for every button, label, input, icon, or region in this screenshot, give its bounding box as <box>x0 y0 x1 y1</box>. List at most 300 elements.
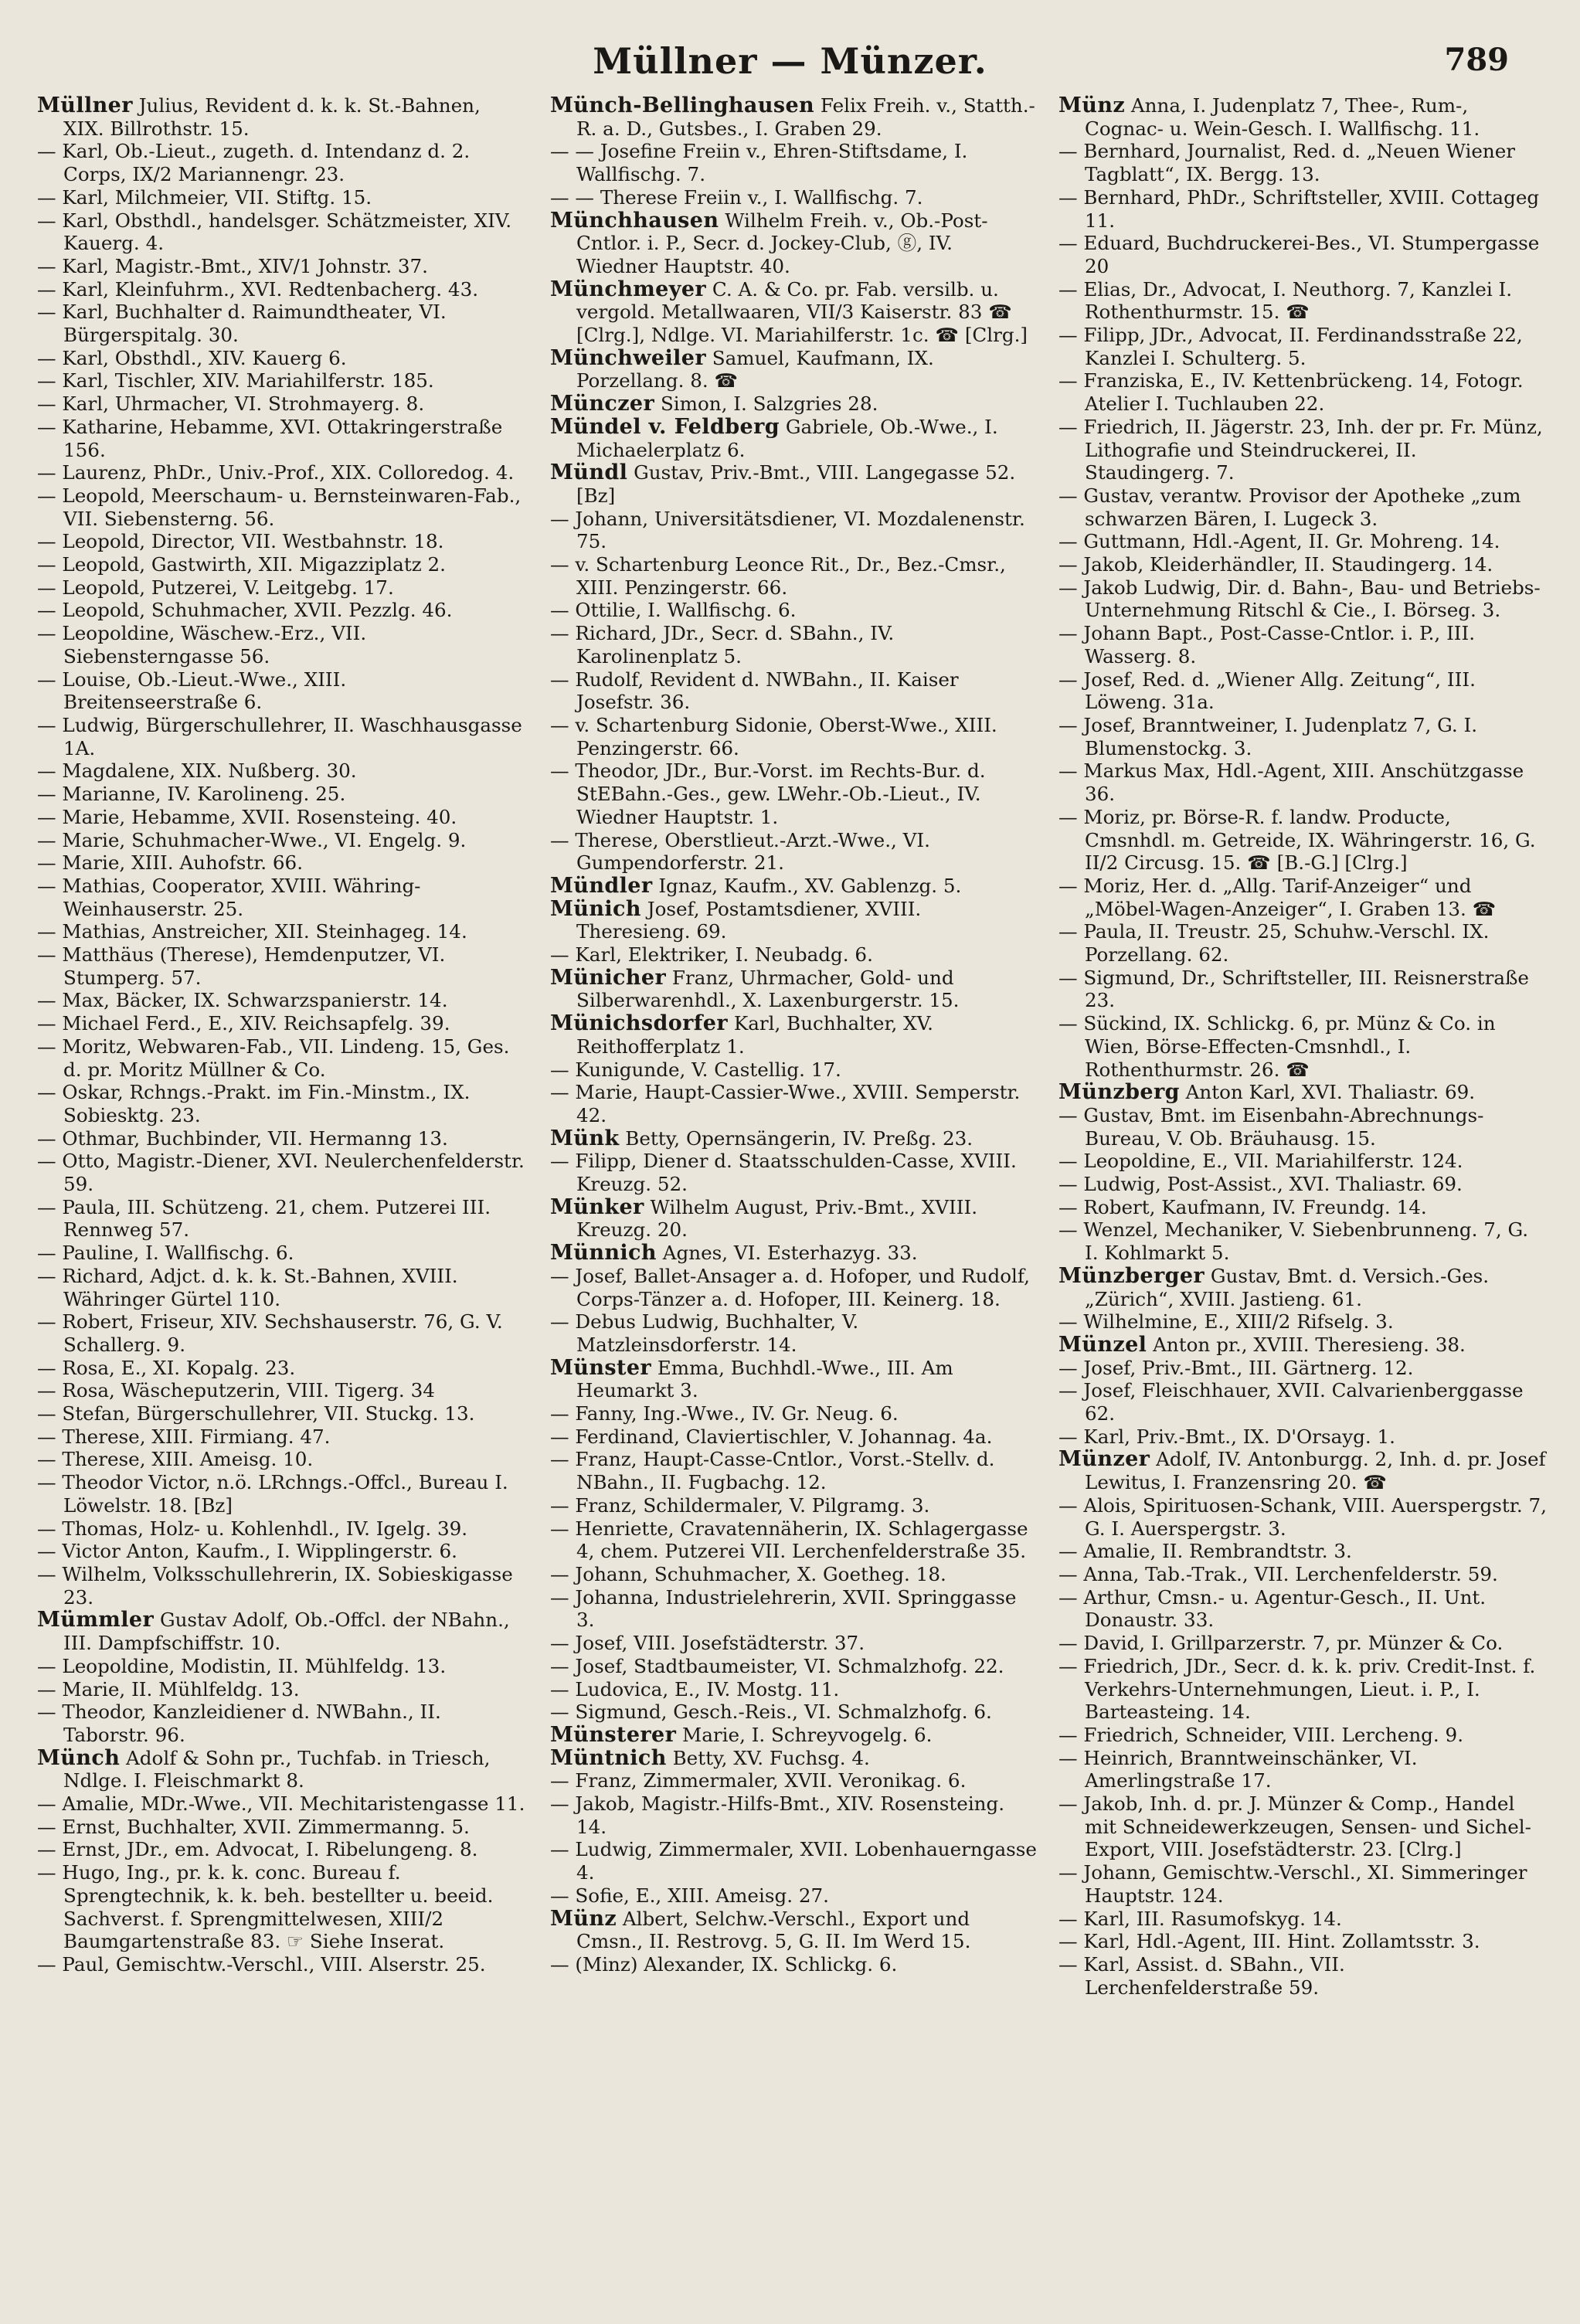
directory-entry <box>1058 1012 1547 1081</box>
entry-text: — Mathias, Cooperator, XVIII. Währing-Weinhauserstr. 25. <box>37 874 421 920</box>
directory-entry <box>37 186 525 209</box>
directory-entry <box>37 1196 525 1242</box>
entry-text: — Marie, II. Mühlfeldg. 13. <box>37 1677 300 1701</box>
directory-entry <box>550 1769 1038 1792</box>
directory-entry <box>37 1127 525 1150</box>
entry-text: Albert, Selchw.-Verschl., Export und Cmsn., II. Restrovg. 5, G. II. Im Werd 15. <box>576 1907 971 1953</box>
surname: Münicher <box>550 965 667 990</box>
entry-text: — Wilhelm, Volksschullehrerin, IX. Sobieskigasse 23. <box>37 1563 513 1609</box>
surname: Münzberger <box>1058 1263 1205 1288</box>
surname: Mündl <box>550 460 628 485</box>
entry-text: — Filipp, Diener d. Staatsschulden-Casse, XVIII. Kreuzg. 52. <box>550 1150 1017 1196</box>
entry-text: — Sigmund, Dr., Schriftsteller, III. Reisnerstraße 23. <box>1058 966 1529 1012</box>
entry-text: — Debus Ludwig, Buchhalter, V. Matzleinsdorferstr. 14. <box>550 1310 859 1356</box>
entry-text: — Amalie, MDr.-Wwe., VII. Mechitaristengasse 11. <box>37 1792 525 1816</box>
entry-text: — Rosa, Wäscheputzerin, VIII. Tigerg. 34 <box>37 1379 435 1402</box>
entry-text: — Victor Anton, Kaufm., I. Wipplingerstr. 6. <box>37 1540 457 1563</box>
directory-entry <box>550 967 1038 1012</box>
surname: Münzer <box>1058 1447 1150 1472</box>
entry-text: — Markus Max, Hdl.-Agent, XIII. Anschützgasse 36. <box>1058 759 1524 806</box>
entry-text: — Ernst, Buchhalter, XVII. Zimmermanng. 5. <box>37 1815 470 1838</box>
entry-text: — Johann, Schuhmacher, X. Goetheg. 18. <box>550 1563 946 1585</box>
directory-entry <box>550 461 1038 507</box>
entry-text: Anton Karl, XVI. Thaliastr. 69. <box>1179 1081 1476 1104</box>
surname: Münz <box>1058 94 1126 117</box>
directory-entry <box>550 1517 1038 1563</box>
directory-entry <box>37 668 525 714</box>
entry-text: — Johann, Gemischtw.-Verschl., XI. Simmeringer Hauptstr. 124. <box>1058 1861 1527 1907</box>
entry-text: — Richard, Adjct. d. k. k. St.-Bahnen, XVIII. Währinger Gürtel 110. <box>37 1264 458 1310</box>
entry-text: — Johann, Universitätsdiener, VI. Mozdalenenstr. 75. <box>550 507 1025 553</box>
entry-text: Gustav, Bmt. d. Versich.-Ges. „Zürich“, XVIII. Jastieng. 61. <box>1085 1264 1490 1310</box>
directory-entry <box>550 1448 1038 1493</box>
entry-text: — Ferdinand, Claviertischler, V. Johannag. 4a. <box>550 1425 993 1448</box>
directory-entry <box>550 829 1038 875</box>
entry-text: Emma, Buchhdl.-Wwe., III. Am Heumarkt 3. <box>576 1356 953 1402</box>
page-title: Müllner — Münzer. <box>593 40 987 82</box>
entry-text: — Leopold, Putzerei, V. Leitgebg. 17. <box>37 576 394 599</box>
entry-text: Karl, Buchhalter, XV. Reithofferplatz 1. <box>576 1012 933 1058</box>
directory-entry <box>550 759 1038 828</box>
directory-entry <box>550 1655 1038 1678</box>
directory-entry <box>550 1632 1038 1655</box>
entry-text: — Jakob, Magistr.-Hilfs-Bmt., XIV. Rosensteing. 14. <box>550 1792 1005 1838</box>
directory-entry <box>1058 1425 1547 1449</box>
surname: Münchmeyer <box>550 277 707 301</box>
directory-entry <box>550 1081 1038 1126</box>
directory-entry <box>550 1012 1038 1058</box>
surname: Mündel v. Feldberg <box>550 414 780 439</box>
entry-text: — v. Schartenburg Sidonie, Oberst-Wwe., XIII. Penzingerstr. 66. <box>550 713 997 759</box>
directory-entry <box>37 943 525 989</box>
entry-text: — Oskar, Rchngs.-Prakt. im Fin.-Minstm., IX. Sobiesktg. 23. <box>37 1081 471 1126</box>
entry-text: — Franz, Zimmermaler, XVII. Veronikag. 6. <box>550 1769 967 1792</box>
entry-text: — Jakob Ludwig, Dir. d. Bahn-, Bau- und Betriebs-Unternehmung Ritschl & Cie., I. Börseg. 3. <box>1058 576 1541 622</box>
directory-entry <box>37 392 525 416</box>
directory-entry <box>550 209 1038 278</box>
directory-entry <box>550 508 1038 553</box>
entry-text: — Karl, Magistr.-Bmt., XIV/1 Johnstr. 37. <box>37 254 428 277</box>
entry-text: — Mathias, Anstreicher, XII. Steinhageg. 14. <box>37 920 467 943</box>
surname: Müntnich <box>550 1745 667 1770</box>
entry-text: — Marianne, IV. Karolineng. 25. <box>37 783 346 806</box>
surname: Münchweiler <box>550 345 706 370</box>
directory-entry <box>550 875 1038 898</box>
directory-entry <box>1058 1357 1547 1380</box>
entry-text: — Thomas, Holz- u. Kohlenhdl., IV. Igelg. 39. <box>37 1517 468 1540</box>
entry-text: — Josef, Fleischhauer, XVII. Calvarienberggasse 62. <box>1058 1379 1524 1425</box>
surname: Münchhausen <box>550 208 719 233</box>
directory-entry <box>550 416 1038 461</box>
directory-entry <box>1058 1930 1547 1953</box>
entry-text: — Franz, Haupt-Casse-Cntlor., Vorst.-Stellv. d. NBahn., II. Fugbachg. 12. <box>550 1448 995 1494</box>
surname: Mündler <box>550 873 653 898</box>
entry-text: — Marie, Schuhmacher-Wwe., VI. Engelg. 9. <box>37 828 467 851</box>
entry-text: — David, I. Grillparzerstr. 7, pr. Münzer & Co. <box>1058 1632 1504 1655</box>
page-header <box>0 37 1580 91</box>
directory-entry <box>37 622 525 668</box>
directory-entry <box>37 484 525 530</box>
directory-entry <box>1058 1747 1547 1792</box>
surname: Münsterer <box>550 1722 677 1747</box>
entry-text: — Guttmann, Hdl.-Agent, II. Gr. Mohreng. 14. <box>1058 530 1500 553</box>
directory-entry <box>550 1747 1038 1770</box>
directory-entry <box>37 1747 525 1792</box>
directory-entry <box>1058 1861 1547 1907</box>
entry-text: — Leopoldine, E., VII. Mariahilferstr. 124. <box>1058 1150 1463 1173</box>
entry-text: — Leopoldine, Wäschew.-Erz., VII. Siebensterngasse 56. <box>37 622 367 668</box>
directory-entry <box>1058 1448 1547 1493</box>
directory-entry <box>37 759 525 783</box>
directory-entry <box>550 898 1038 943</box>
entry-text: — Ludwig, Post-Assist., XVI. Thaliastr. 69. <box>1058 1173 1463 1196</box>
directory-entry <box>37 1953 525 1976</box>
directory-entry <box>550 1494 1038 1517</box>
directory-entry <box>550 1058 1038 1082</box>
directory-entry <box>37 209 525 255</box>
entry-text: — Karl, Uhrmacher, VI. Strohmayerg. 8. <box>37 392 425 416</box>
entry-text: Betty, Opernsängerin, IV. Preßg. 23. <box>619 1126 973 1150</box>
entry-text: Felix Freih. v., Statth.-R. a. D., Gutsbes., I. Graben 29. <box>576 94 1035 140</box>
directory-entry <box>1058 967 1547 1012</box>
entry-text: — Katharine, Hebamme, XVI. Ottakringerstraße 156. <box>37 415 503 461</box>
entry-text: — Fanny, Ing.-Wwe., IV. Gr. Neug. 6. <box>550 1402 899 1425</box>
directory-entry <box>1058 714 1547 759</box>
directory-entry <box>1058 416 1547 484</box>
entry-text: Wilhelm Freih. v., Ob.-Post-Cntlor. i. P., Secr. d. Jockey-Club, ⓖ, IV. Wiedner Hauptstr. 40. <box>576 209 988 277</box>
directory-entry <box>1058 668 1547 714</box>
directory-entry <box>550 1953 1038 1976</box>
directory-entry <box>37 530 525 553</box>
directory-entry <box>37 1517 525 1541</box>
entry-text: Gustav Adolf, Ob.-Offcl. der NBahn., III. Dampfschiffstr. 10. <box>63 1609 510 1655</box>
entry-text: — Arthur, Cmsn.- u. Agentur-Gesch., II. Unt. Donaustr. 33. <box>1058 1585 1487 1632</box>
directory-entry <box>37 1242 525 1265</box>
entry-text: — Karl, Kleinfuhrm., XVI. Redtenbacherg. 43. <box>37 277 479 301</box>
entry-text: — Alois, Spirituosen-Schank, VIII. Auerspergstr. 7, G. I. Auerspergstr. 3. <box>1058 1493 1547 1540</box>
directory-entry <box>1058 1334 1547 1357</box>
directory-entry <box>1058 1150 1547 1173</box>
entry-text: Adolf & Sohn pr., Tuchfab. in Triesch, Ndlge. I. Fleischmarkt 8. <box>63 1746 491 1792</box>
directory-entry <box>550 1196 1038 1242</box>
directory-entry <box>550 943 1038 967</box>
directory-entry <box>37 1357 525 1380</box>
directory-entry <box>37 1701 525 1746</box>
directory-entry <box>1058 1379 1547 1425</box>
entry-text: — Gustav, Bmt. im Eisenbahn-Abrechnungs-Bureau, V. Ob. Bräuhausg. 15. <box>1058 1103 1484 1150</box>
entry-text: — Friedrich, Schneider, VIII. Lercheng. 9. <box>1058 1723 1464 1746</box>
directory-entry <box>37 369 525 392</box>
entry-text: — Karl, III. Rasumofskyg. 14. <box>1058 1907 1342 1930</box>
entry-text: — Leopold, Director, VII. Westbahnstr. 18. <box>37 530 444 553</box>
directory-entry <box>37 347 525 370</box>
entry-text: — Sigmund, Gesch.-Reis., VI. Schmalzhofg. 6. <box>550 1701 992 1724</box>
entry-text: — Paula, III. Schützeng. 21, chem. Putzerei III. Rennweg 57. <box>37 1195 491 1242</box>
directory-entry <box>37 1402 525 1425</box>
entry-text: — Sofie, E., XIII. Ameisg. 27. <box>550 1884 829 1907</box>
directory-entry <box>37 1838 525 1861</box>
surname: Münker <box>550 1194 644 1219</box>
entry-text: — Therese, Oberstlieut.-Arzt.-Wwe., VI. Gumpendorferstr. 21. <box>550 828 930 875</box>
entry-text: — Karl, Obsthdl., XIV. Kauerg 6. <box>37 346 347 369</box>
entry-text: — Karl, Milchmeier, VII. Stiftg. 15. <box>37 185 372 209</box>
entry-text: — Johanna, Industrielehrerin, XVII. Springgasse 3. <box>550 1585 1017 1632</box>
entry-text: — Matthäus (Therese), Hemdenputzer, VI. Stumperg. 57. <box>37 943 446 989</box>
entry-text: Franz, Uhrmacher, Gold- und Silberwarenhdl., X. Laxenburgerstr. 15. <box>576 966 960 1012</box>
entry-text: — Leopoldine, Modistin, II. Mühlfeldg. 13. <box>37 1654 447 1677</box>
directory-entry <box>37 94 525 140</box>
entry-text: — Therese, XIII. Firmiang. 47. <box>37 1425 331 1448</box>
directory-entry <box>1058 1724 1547 1747</box>
directory-entry <box>37 553 525 576</box>
directory-entry <box>37 1563 525 1609</box>
directory-entry <box>37 416 525 461</box>
surname: Münch-Bellinghausen <box>550 94 815 117</box>
directory-entry <box>37 920 525 943</box>
entry-text: — Ernst, JDr., em. Advocat, I. Ribelungeng. 8. <box>37 1838 478 1861</box>
directory-entry <box>1058 232 1547 277</box>
entry-text: — Ludovica, E., IV. Mostg. 11. <box>550 1677 840 1701</box>
entry-text: Agnes, VI. Esterhazyg. 33. <box>656 1242 918 1265</box>
entry-text: — Bernhard, Journalist, Red. d. „Neuen Wiener Tagblatt“, IX. Bergg. 13. <box>1058 140 1516 186</box>
directory-entry <box>1058 1792 1547 1861</box>
directory-entry <box>550 1425 1038 1449</box>
surname: Münzberg <box>1058 1080 1180 1105</box>
entry-text: — Karl, Tischler, XIV. Mariahilferstr. 185. <box>37 369 434 392</box>
entry-text: Marie, I. Schreyvogelg. 6. <box>676 1723 933 1746</box>
entry-text: — Othmar, Buchbinder, VII. Hermanng 13. <box>37 1126 448 1150</box>
entry-text: — Robert, Kaufmann, IV. Freundg. 14. <box>1058 1195 1427 1218</box>
entry-text: — Michael Ferd., E., XIV. Reichsapfelg. 39. <box>37 1012 450 1035</box>
directory-entry <box>550 1357 1038 1402</box>
entry-text: — Friedrich, JDr., Secr. d. k. k. priv. Credit-Inst. f. Verkehrs-Unternehmungen, Lieut. i. P., I. Barteasteing. 14. <box>1058 1654 1536 1724</box>
entry-text: — Josef, Red. d. „Wiener Allg. Zeitung“, III. Löweng. 31a. <box>1058 668 1476 714</box>
directory-entry <box>1058 186 1547 232</box>
page-number: 789 <box>1444 42 1509 78</box>
directory-entry <box>1058 140 1547 185</box>
surname: Münnich <box>550 1241 657 1266</box>
directory-entry <box>550 1242 1038 1265</box>
entry-text: — (Minz) Alexander, IX. Schlickg. 6. <box>550 1952 898 1976</box>
directory-entry <box>1058 369 1547 415</box>
entry-text: — Karl, Hdl.-Agent, III. Hint. Zollamtsstr. 3. <box>1058 1930 1480 1953</box>
entry-text: — Karl, Obsthdl., handelsger. Schätzmeister, XIV. Kauerg. 4. <box>37 209 512 255</box>
entry-text: — Richard, JDr., Secr. d. SBahn., IV. Karolinenplatz 5. <box>550 622 895 668</box>
directory-entry <box>1058 759 1547 805</box>
entry-text: — Karl, Elektriker, I. Neubadg. 6. <box>550 943 873 967</box>
entry-text: — Friedrich, II. Jägerstr. 23, Inh. der pr. Fr. Münz, Lithografie und Steindruckerei, II. Staudingerg. 7. <box>1058 415 1543 484</box>
entry-text: — Bernhard, PhDr., Schriftsteller, XVIII. Cottageg 11. <box>1058 185 1540 232</box>
directory-entry <box>37 1792 525 1816</box>
directory-entry <box>1058 1953 1547 1999</box>
directory-entry <box>37 1609 525 1654</box>
directory-entry <box>37 1265 525 1310</box>
entry-text: Simon, I. Salzgries 28. <box>654 392 878 416</box>
entry-text: — Josef, Priv.-Bmt., III. Gärtnerg. 12. <box>1058 1356 1414 1379</box>
directory-entry <box>550 1838 1038 1884</box>
directory-entry <box>1058 1494 1547 1540</box>
directory-entry <box>37 1540 525 1563</box>
entry-text: — Jakob, Inh. d. pr. J. Münzer & Comp., Handel mit Schneidewerkzeugen, Sensen- und Sichel-Export, VIII. Josefstädterstr. 23. [Clrg.] <box>1058 1792 1531 1861</box>
directory-entry <box>1058 1104 1547 1150</box>
directory-entry <box>550 1701 1038 1724</box>
entry-text: — Josef, Stadtbaumeister, VI. Schmalzhofg. 22. <box>550 1654 1004 1677</box>
directory-entry <box>1058 94 1547 140</box>
entry-text: — Theodor Victor, n.ö. LRchngs.-Offcl., Bureau I. Löwelstr. 18. [Bz] <box>37 1471 508 1517</box>
directory-entry <box>1058 1218 1547 1264</box>
entry-text: Samuel, Kaufmann, IX. Porzellang. 8. ☎ <box>576 346 934 392</box>
surname: Mümmler <box>37 1608 155 1633</box>
surname: Münczer <box>550 392 655 416</box>
entry-text: — Elias, Dr., Advocat, I. Neuthorg. 7, Kanzlei I. Rothenthurmstr. 15. ☎ <box>1058 277 1513 324</box>
entry-text: — Ludwig, Bürgerschullehrer, II. Waschhausgasse 1A. <box>37 713 522 759</box>
directory-entry <box>1058 920 1547 966</box>
entry-text: — Moriz, Her. d. „Allg. Tarif-Anzeiger“ und „Möbel-Wagen-Anzeiger“, I. Graben 13. ☎ <box>1058 874 1497 920</box>
entry-text: — Leopold, Meerschaum- u. Bernsteinwaren-Fab., VII. Siebensterng. 56. <box>37 484 522 530</box>
entry-text: — Henriette, Cravatennäherin, IX. Schlagergasse 4, chem. Putzerei VII. Lerchenfelderstraße 35. <box>550 1517 1028 1563</box>
entry-text: — Johann Bapt., Post-Casse-Cntlor. i. P., III. Wasserg. 8. <box>1058 622 1476 668</box>
directory-entry <box>1058 1586 1547 1632</box>
entry-text: — Rosa, E., XI. Kopalg. 23. <box>37 1356 296 1379</box>
entry-text: Betty, XV. Fuchsg. 4. <box>666 1746 870 1769</box>
entry-text: Adolf, IV. Antonburgg. 2, Inh. d. pr. Josef Lewitus, I. Franzensring 20. ☎ <box>1085 1448 1546 1494</box>
directory-entry <box>550 599 1038 622</box>
directory-entry <box>1058 1310 1547 1334</box>
directory-entry <box>37 1150 525 1195</box>
entry-text: — — Josefine Freiin v., Ehren-Stiftsdame, I. Wallfischg. 7. <box>550 140 968 186</box>
directory-entry <box>37 1035 525 1081</box>
entry-text: — Marie, Hebamme, XVII. Rosensteing. 40. <box>37 805 457 828</box>
directory-entry <box>1058 576 1547 622</box>
entry-text: — Stefan, Bürgerschullehrer, VII. Stuckg. 13. <box>37 1402 475 1425</box>
directory-entry <box>37 599 525 622</box>
directory-entry <box>550 1586 1038 1632</box>
entry-text: — Heinrich, Branntweinschänker, VI. Amerlingstraße 17. <box>1058 1746 1418 1792</box>
directory-entry <box>1058 1563 1547 1586</box>
entry-text: — Leopold, Gastwirth, XII. Migazziplatz 2. <box>37 553 446 576</box>
directory-entry <box>550 392 1038 416</box>
entry-text: — Leopold, Schuhmacher, XVII. Pezzlg. 46. <box>37 599 453 622</box>
directory-entry <box>1058 1632 1547 1655</box>
surname: Münzel <box>1058 1332 1147 1357</box>
entry-text: — Moriz, pr. Börse-R. f. landw. Producte, Cmsnhdl. m. Getreide, IX. Währingerstr. 16, G. II/2 Circusg. 15. ☎ [B.-G.] [Clrg.] <box>1058 805 1536 875</box>
directory-entry <box>1058 530 1547 553</box>
directory-entry <box>1058 806 1547 875</box>
directory-entry <box>1058 1540 1547 1563</box>
entry-text: — Marie, XIII. Auhofstr. 66. <box>37 851 304 875</box>
entry-text: — Franz, Schildermaler, V. Pilgramg. 3. <box>550 1493 930 1517</box>
entry-text: — Karl, Ob.-Lieut., zugeth. d. Intendanz d. 2. Corps, IX/2 Mariannengr. 23. <box>37 140 471 186</box>
directory-entry <box>37 783 525 806</box>
entry-text: — Wenzel, Mechaniker, V. Siebenbrunneng. 7, G. I. Kohlmarkt 5. <box>1058 1218 1529 1265</box>
entry-text: Wilhelm August, Priv.-Bmt., XVIII. Kreuzg. 20. <box>576 1195 978 1242</box>
directory-entry <box>37 576 525 600</box>
directory-entry <box>37 1816 525 1839</box>
entry-text: — Moritz, Webwaren-Fab., VII. Lindeng. 15, Ges. d. pr. Moritz Müllner & Co. <box>37 1035 510 1081</box>
entry-text: Ignaz, Kaufm., XV. Gablenzg. 5. <box>652 874 962 897</box>
directory-entry <box>550 1884 1038 1908</box>
directory-entry <box>37 875 525 920</box>
entry-text: — — Therese Freiin v., I. Wallfischg. 7. <box>550 185 923 209</box>
directory-entry <box>550 1150 1038 1195</box>
directory-entry <box>1058 875 1547 920</box>
directory-entry <box>1058 278 1547 324</box>
directory-entry <box>1058 553 1547 576</box>
directory-entry <box>1058 324 1547 369</box>
entry-text: — Otto, Magistr.-Diener, XVI. Neulerchenfelderstr. 59. <box>37 1150 525 1196</box>
directory-entry <box>550 278 1038 347</box>
column-2 <box>550 94 1038 2312</box>
entry-text: Gabriele, Ob.-Wwe., I. Michaelerplatz 6. <box>576 415 998 461</box>
entry-text: — Gustav, verantw. Provisor der Apotheke „zum schwarzen Bären, I. Lugeck 3. <box>1058 484 1521 530</box>
directory-entry <box>550 1724 1038 1747</box>
entry-text: — Karl, Priv.-Bmt., IX. D'Orsayg. 1. <box>1058 1425 1395 1448</box>
directory-entry <box>550 1678 1038 1701</box>
directory-entry <box>37 714 525 759</box>
directory-entry <box>550 1265 1038 1310</box>
entry-text: — Anna, Tab.-Trak., VII. Lerchenfelderstr. 59. <box>1058 1563 1498 1585</box>
entry-text: — Max, Bäcker, IX. Schwarzspanierstr. 14. <box>37 989 448 1012</box>
directory-entry <box>37 1310 525 1356</box>
surname: Münichsdorfer <box>550 1011 729 1036</box>
directory-entry <box>37 1471 525 1517</box>
directory-entry <box>37 1448 525 1471</box>
entry-text: — Paula, II. Treustr. 25, Schuhw.-Verschl. IX. Porzellang. 62. <box>1058 920 1490 967</box>
directory-entry <box>550 140 1038 185</box>
entry-text: — Eduard, Buchdruckerei-Bes., VI. Stumpergasse 20 <box>1058 232 1540 277</box>
entry-text: — Kunigunde, V. Castellig. 17. <box>550 1058 841 1081</box>
entry-text: — Josef, Branntweiner, I. Judenplatz 7, G. I. Blumenstockg. 3. <box>1058 713 1478 759</box>
directory-entry <box>550 1563 1038 1586</box>
directory-entry <box>550 186 1038 209</box>
directory-entry <box>1058 484 1547 530</box>
directory-entry <box>37 1861 525 1953</box>
entry-text: — Paul, Gemischtw.-Verschl., VIII. Alserstr. 25. <box>37 1952 486 1976</box>
entry-text: — Rudolf, Revident d. NWBahn., II. Kaiser Josefstr. 36. <box>550 668 959 714</box>
entry-text: — Ottilie, I. Wallfischg. 6. <box>550 599 797 622</box>
directory-entry <box>37 301 525 346</box>
directory-entry <box>37 989 525 1012</box>
surname: Münich <box>550 896 641 921</box>
directory-entry <box>1058 622 1547 668</box>
entry-text: — Josef, Ballet-Ansager a. d. Hofoper, und Rudolf, Corps-Tänzer a. d. Hofoper, III. Keinerg. 18. <box>550 1264 1030 1310</box>
directory-entry <box>550 622 1038 668</box>
entry-text: — Jakob, Kleiderhändler, II. Staudingerg. 14. <box>1058 553 1493 576</box>
directory-entry <box>37 1012 525 1035</box>
directory-entry <box>37 255 525 278</box>
entry-text: — Theodor, Kanzleidiener d. NWBahn., II. Taborstr. 96. <box>37 1701 441 1746</box>
entry-text: — Robert, Friseur, XIV. Sechshauserstr. 76, G. V. Schallerg. 9. <box>37 1310 503 1356</box>
column-3 <box>1058 94 1547 2312</box>
entry-text: — Hugo, Ing., pr. k. k. conc. Bureau f. Sprengtechnik, k. k. beh. bestellter u. beeid. Sachverst. f. Sprengmittelwesen, XIII/2 Baumgartenstraße 83. ☞ Siehe Inserat. <box>37 1861 494 1953</box>
surname: Müllner <box>37 94 133 117</box>
directory-entry <box>1058 1081 1547 1104</box>
entry-text: Anna, I. Judenplatz 7, Thee-, Rum-, Cognac- u. Wein-Gesch. I. Wallfischg. 11. <box>1085 94 1480 140</box>
directory-entry <box>37 851 525 875</box>
entry-text: — Laurenz, PhDr., Univ.-Prof., XIX. Colloredog. 4. <box>37 461 515 484</box>
entry-text: Josef, Postamtsdiener, XVIII. Theresieng. 69. <box>576 897 922 943</box>
directory-entry <box>550 1402 1038 1425</box>
entry-text: — Wilhelmine, E., XIII/2 Rifselg. 3. <box>1058 1310 1394 1334</box>
entry-text: — Karl, Buchhalter d. Raimundtheater, VI. Bürgerspitalg. 30. <box>37 301 447 347</box>
entry-text: — Therese, XIII. Ameisg. 10. <box>37 1448 314 1471</box>
surname: Münk <box>550 1126 620 1150</box>
directory-entry <box>37 806 525 829</box>
directory-entry <box>37 1379 525 1402</box>
directory-entry <box>550 714 1038 759</box>
entry-text: — Josef, VIII. Josefstädterstr. 37. <box>550 1632 865 1655</box>
directory-entry <box>1058 1265 1547 1310</box>
